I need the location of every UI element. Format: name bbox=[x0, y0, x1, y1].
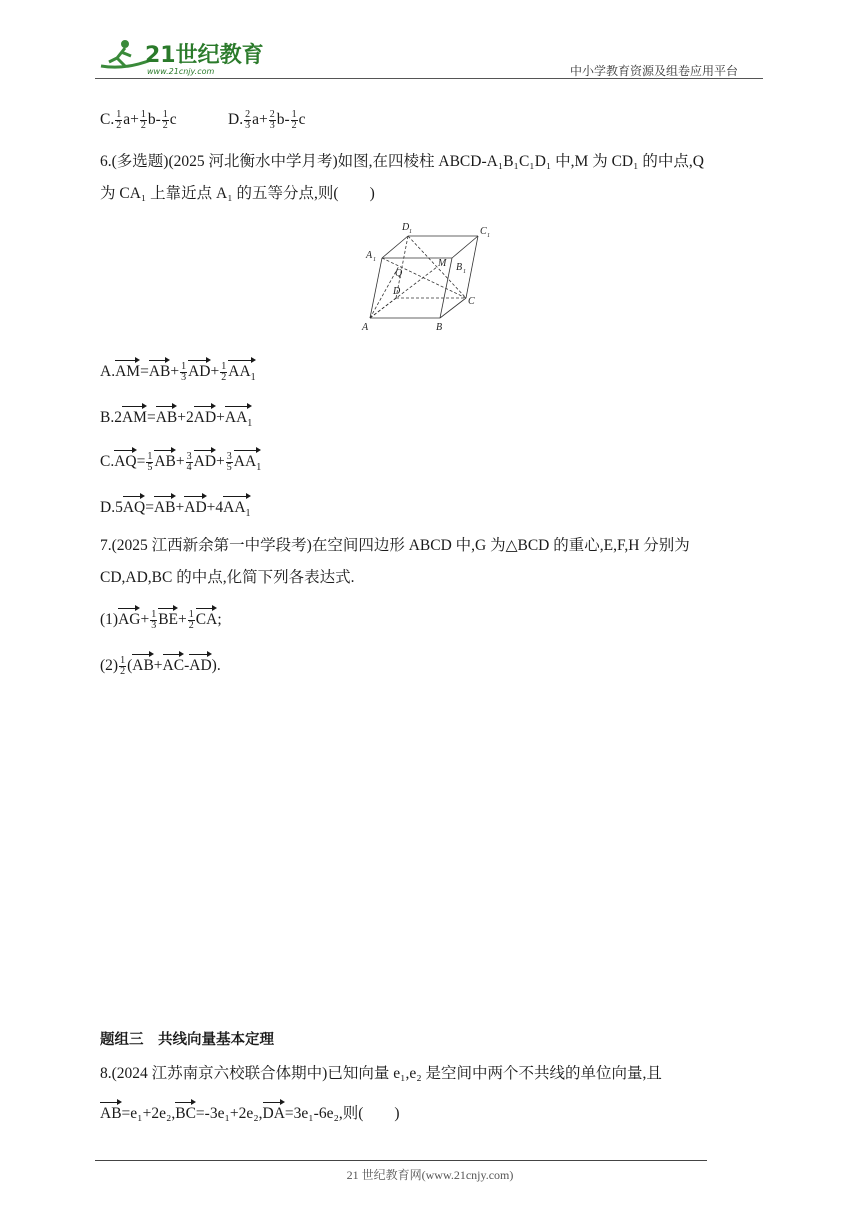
svg-text:1: 1 bbox=[373, 257, 376, 263]
prism-figure bbox=[360, 218, 500, 336]
svg-text:A: A bbox=[362, 322, 369, 333]
platform-tagline: 中小学教育资源及组卷应用平台 bbox=[570, 64, 739, 78]
svg-text:C: C bbox=[480, 226, 487, 237]
svg-text:D: D bbox=[402, 222, 410, 233]
svg-text:www.21cnjy.com: www.21cnjy.com bbox=[147, 67, 215, 76]
svg-text:B: B bbox=[456, 262, 463, 273]
svg-text:1: 1 bbox=[487, 233, 490, 239]
q6-stem-line2: 为 CA₁ 上靠近点 A₁ 的五等分点,则( ) bbox=[100, 185, 375, 202]
q7-stem-line1: 7.(2025 江西新余第一中学段考)在空间四边形 ABCD 中,G 为△BCD 的重心,E,F,H 分别为 bbox=[100, 537, 690, 554]
q7-stem-line2: CD,AD,BC 的中点,化简下列各表达式. bbox=[100, 569, 355, 586]
footer-text: 21 世纪教育网(www.21cnjy.com) bbox=[346, 1168, 514, 1182]
svg-text:Q: Q bbox=[395, 268, 403, 279]
svg-text:A: A bbox=[366, 250, 373, 261]
svg-text:21世纪教育: 21世纪教育 bbox=[145, 43, 264, 68]
svg-text:C: C bbox=[468, 296, 475, 307]
site-logo bbox=[95, 36, 265, 80]
q5-option-d: D. $\frac{2}{3}$ a+ $\frac{2}{3}$ b- $\frac{1}{2}$ c bbox=[228, 109, 306, 131]
header-divider bbox=[95, 78, 763, 79]
q8-stem-line1: 8.(2024 江苏南京六校联合体期中)已知向量 e₁,e₂ 是空间中两个不共线的单位向量,且 bbox=[100, 1065, 662, 1082]
group3-title: 题组三 共线向量基本定理 bbox=[100, 1032, 274, 1048]
q6-stem-line1: 6.(多选题)(2025 河北衡水中学月考)如图,在四棱柱 ABCD-A₁B₁C₁D₁ 中,M 为 CD₁ 的中点,Q bbox=[100, 153, 704, 170]
svg-text:1: 1 bbox=[409, 229, 412, 235]
svg-text:M: M bbox=[438, 258, 447, 269]
q7-part2: (2) $\frac{1}{2}$ (AB+AC-AD). bbox=[100, 652, 221, 677]
footer-divider bbox=[95, 1160, 707, 1161]
svg-text:B: B bbox=[436, 322, 443, 333]
q8-stem-line2: AB=e₁+2e₂,BC=-3e₁+2e₂,DA=3e₁-6e₂,则( ) bbox=[100, 1100, 400, 1124]
q7-part1: (1)AG+ $\frac{1}{3}$ BE+ $\frac{1}{2}$ CA; bbox=[100, 606, 222, 631]
q6-option-a[interactable]: A.AM=AB+ $\frac{1}{3}$ AD+ $\frac{1}{2}$ $AA_1$ bbox=[100, 358, 256, 388]
q6-option-b[interactable]: $B.2AM=AB+2AD+AA_1$ bbox=[100, 404, 252, 434]
q5-option-c: C. $\frac{1}{2}$ a+ $\frac{1}{2}$ b- $\frac{1}{2}$ c bbox=[100, 109, 177, 131]
svg-text:D: D bbox=[393, 286, 401, 297]
svg-text:1: 1 bbox=[463, 269, 466, 275]
q6-option-c[interactable]: C.AQ= $\frac{1}{5}$ AB+ $\frac{3}{4}$ AD+ $\frac{3}{5}$ $AA_1$ bbox=[100, 448, 261, 478]
q6-option-d[interactable]: $D.5AQ=AB+AD+4AA_1$ bbox=[100, 494, 251, 524]
